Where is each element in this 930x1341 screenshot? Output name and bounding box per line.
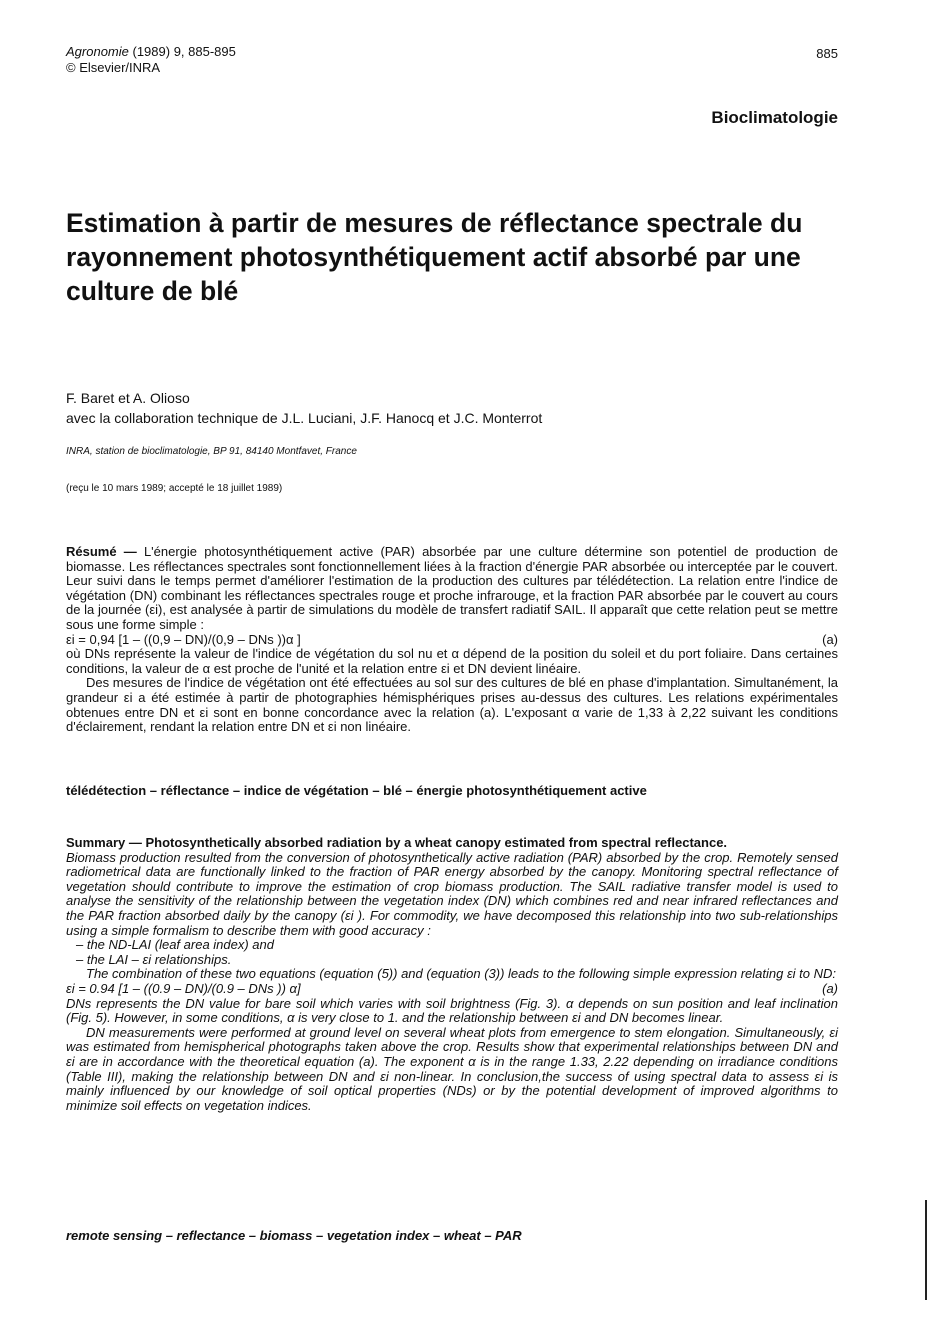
- resume-equation-formula: εi = 0,94 [1 – ((0,9 – DN)/(0,9 – DNs ))α ]: [66, 631, 301, 647]
- affiliation: INRA, station de bioclimatologie, BP 91, 84140 Montfavet, France: [66, 446, 357, 457]
- authors-block: [66, 388, 542, 428]
- summary-label: Summary — Photosynthetically absorbed radiation by a wheat canopy estimated from spectral reflectance.: [66, 835, 728, 850]
- summary-equation-formula: εi = 0.94 [1 – ((0.9 – DN)/(0.9 – DNs )) α]: [66, 980, 301, 996]
- resume-equation-tag: (a): [822, 631, 838, 647]
- collaboration-line: avec la collaboration technique de J.L. Luciani, J.F. Hanocq et J.C. Monterrot: [66, 410, 543, 426]
- section-heading: Bioclimatologie: [711, 108, 838, 127]
- summary-list-item-1: – the ND-LAI (leaf area index) and: [76, 937, 274, 953]
- article-title: Estimation à partir de mesures de réflectance spectrale du rayonnement photosynthétiquement actif absorbé par une culture de blé: [66, 208, 803, 306]
- resume-abstract: [66, 545, 838, 735]
- journal-name: Agronomie: [66, 44, 129, 59]
- keywords-english: remote sensing – reflectance – biomass – vegetation index – wheat – PAR: [66, 1228, 522, 1243]
- resume-paragraph-3: Des mesures de l'indice de végétation ont été effectuées au sol sur des cultures de blé en phase d'implantation. Simultanément, la grandeur εi a été estimée à partir de photographies hémisphériques prises au-dessus des cultures. Les relations expérimentales obtenues entre DN et εi sont en bonne concordance avec la relation (a). L'exposant α varie de 1,33 à 2,22 suivant les conditions d'éclairement, rendant la relation entre DN et εi non linéaire.: [66, 675, 838, 735]
- copyright: © Elsevier/INRA: [66, 60, 161, 75]
- keywords-french: télédétection – réflectance – indice de végétation – blé – énergie photosynthétiquement active: [66, 783, 647, 798]
- resume-paragraph-2: où DNs représente la valeur de l'indice de végétation du sol nu et α dépend de la position du soleil et du port foliaire. Dans certaines conditions, la valeur de α est proche de l'unité et la relation entre εi et DN devient linéaire.: [66, 646, 838, 676]
- summary-equation: [66, 982, 838, 997]
- resume-equation: [66, 633, 838, 648]
- journal-citation: [66, 44, 236, 76]
- summary-paragraph-3: DNs represents the DN value for bare soil which varies with soil brightness (Fig. 3). α depends on sun position and leaf inclination (Fig. 5). However, in some conditions, α is very close to 1. and the relationship between εi and DN becomes linear.: [66, 995, 838, 1026]
- journal-volume: (1989) 9, 885-895: [132, 44, 236, 59]
- scan-edge-line: [925, 1200, 927, 1300]
- page-number: 885: [816, 46, 838, 61]
- received-dates: (reçu le 10 mars 1989; accepté le 18 juillet 1989): [66, 483, 283, 494]
- summary-list-item-2: – the LAI – εi relationships.: [76, 951, 232, 967]
- summary-paragraph-4: DN measurements were performed at ground level on several wheat plots from emergence to stem elongation. Simultaneously, εi was estimated from hemispherical photographs taken above the crop. Results show that experimental relationships between DN and εi are in accordance with the theoretical equation (a). The exponent α is in the range 1.33, 2.22 depending on irradiance conditions (Table III), making the relationship between DN and εi non-linear. In conclusion,the success of using spectral data to assess εi is mainly influenced by our knowledge of soil optical properties (NDs) or by the potential development of improved algorithms to minimize soil effects on vegetation indices.: [66, 1024, 838, 1113]
- author-names: F. Baret et A. Olioso: [66, 390, 190, 406]
- resume-label: Résumé —: [66, 544, 137, 559]
- summary-abstract: [66, 836, 838, 1113]
- summary-paragraph-2: The combination of these two equations (equation (5)) and (equation (3)) leads to the following simple expression relating εi to ND:: [86, 966, 837, 982]
- summary-equation-tag: (a): [822, 980, 838, 996]
- summary-paragraph-1: Biomass production resulted from the conversion of photosynthetically active radiation (PAR) absorbed by the crop. Remotely sensed radiometrical data are functionally linked to the fraction of PAR energy absorbed by the canopy. Monitoring spectral reflectance of vegetation should contribute to improve the estimation of crop biomass production. The SAIL radiative transfer model is used to analyse the sensitivity of the relationship between the vegetation index (DN) which combines red and near infrared reflectances and the PAR fraction absorbed daily by the canopy (εi ). For commodity, we have decomposed this relationship into two sub-relationships using a simple formalism to describe them with good accuracy :: [66, 849, 838, 938]
- resume-paragraph-1: L'énergie photosynthétiquement active (PAR) absorbée par une culture détermine son potentiel de production de biomasse. Les réflectances spectrales sont fonctionnellement liées à la fraction d'énergie PAR absorbée ou interceptée par le couvert. Leur suivi dans le temps permet d'améliorer l'estimation de la production des cultures par télédétection. La relation entre l'indice de végétation (DN) combinant les réflectances spectrales rouge et proche infrarouge, et la fraction PAR absorbée par le couvert au cours de la journée (εi), est analysée à partir de simulations du modèle de transfert radiatif SAIL. Il apparaît que cette relation peut se mettre sous une forme simple :: [66, 544, 838, 632]
